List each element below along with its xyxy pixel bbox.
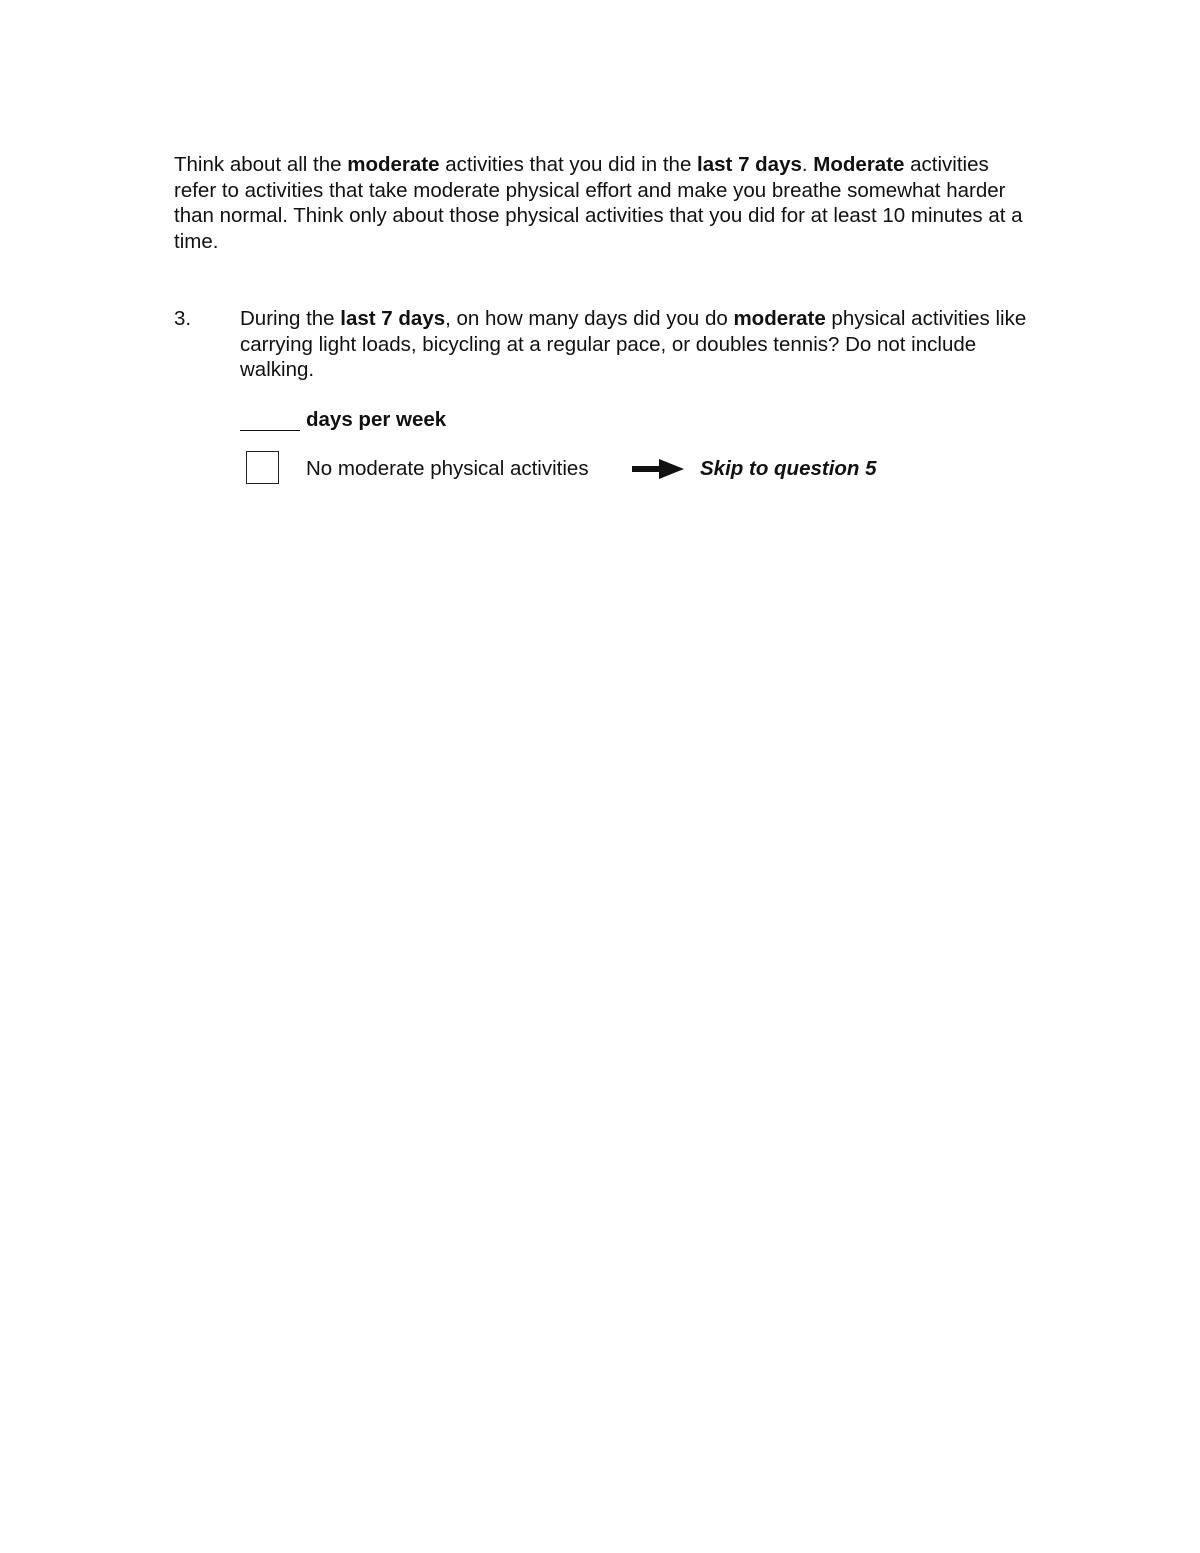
question-emphasis: last 7 days: [340, 307, 446, 330]
skip-instruction: Skip to question 5: [700, 457, 877, 480]
intro-emphasis: moderate: [347, 153, 440, 176]
intro-text: .: [801, 153, 814, 176]
intro-text: activities refer to activities that take moderate physical effort and make you breathe somewhat harder than normal. Think only about those physical activities that you did for at least 10 minutes at a time.: [174, 153, 1023, 253]
no-moderate-activities-checkbox[interactable]: [246, 451, 279, 484]
intro-emphasis: Moderate: [813, 153, 905, 176]
question-text: [240, 306, 1040, 383]
days-input-blank[interactable]: [240, 408, 300, 431]
right-arrow-icon: [631, 458, 685, 480]
intro-paragraph: [174, 152, 1034, 254]
intro-emphasis: last 7 days: [697, 153, 802, 176]
question-text-segment: physical activities like carrying light loads, bicycling at a regular pace, or doubles tennis? Do not include walking.: [240, 307, 1027, 381]
intro-text: Think about all the: [174, 153, 348, 176]
question-number: 3.: [174, 307, 192, 330]
days-per-week-label: days per week: [306, 408, 447, 431]
intro-text: activities that you did in the: [439, 153, 698, 176]
question-text-segment: , on how many days did you do: [445, 307, 734, 330]
question-text-segment: During the: [240, 307, 341, 330]
no-moderate-activities-label: No moderate physical activities: [306, 457, 589, 480]
question-emphasis: moderate: [733, 307, 826, 330]
days-answer-row: [240, 404, 446, 434]
